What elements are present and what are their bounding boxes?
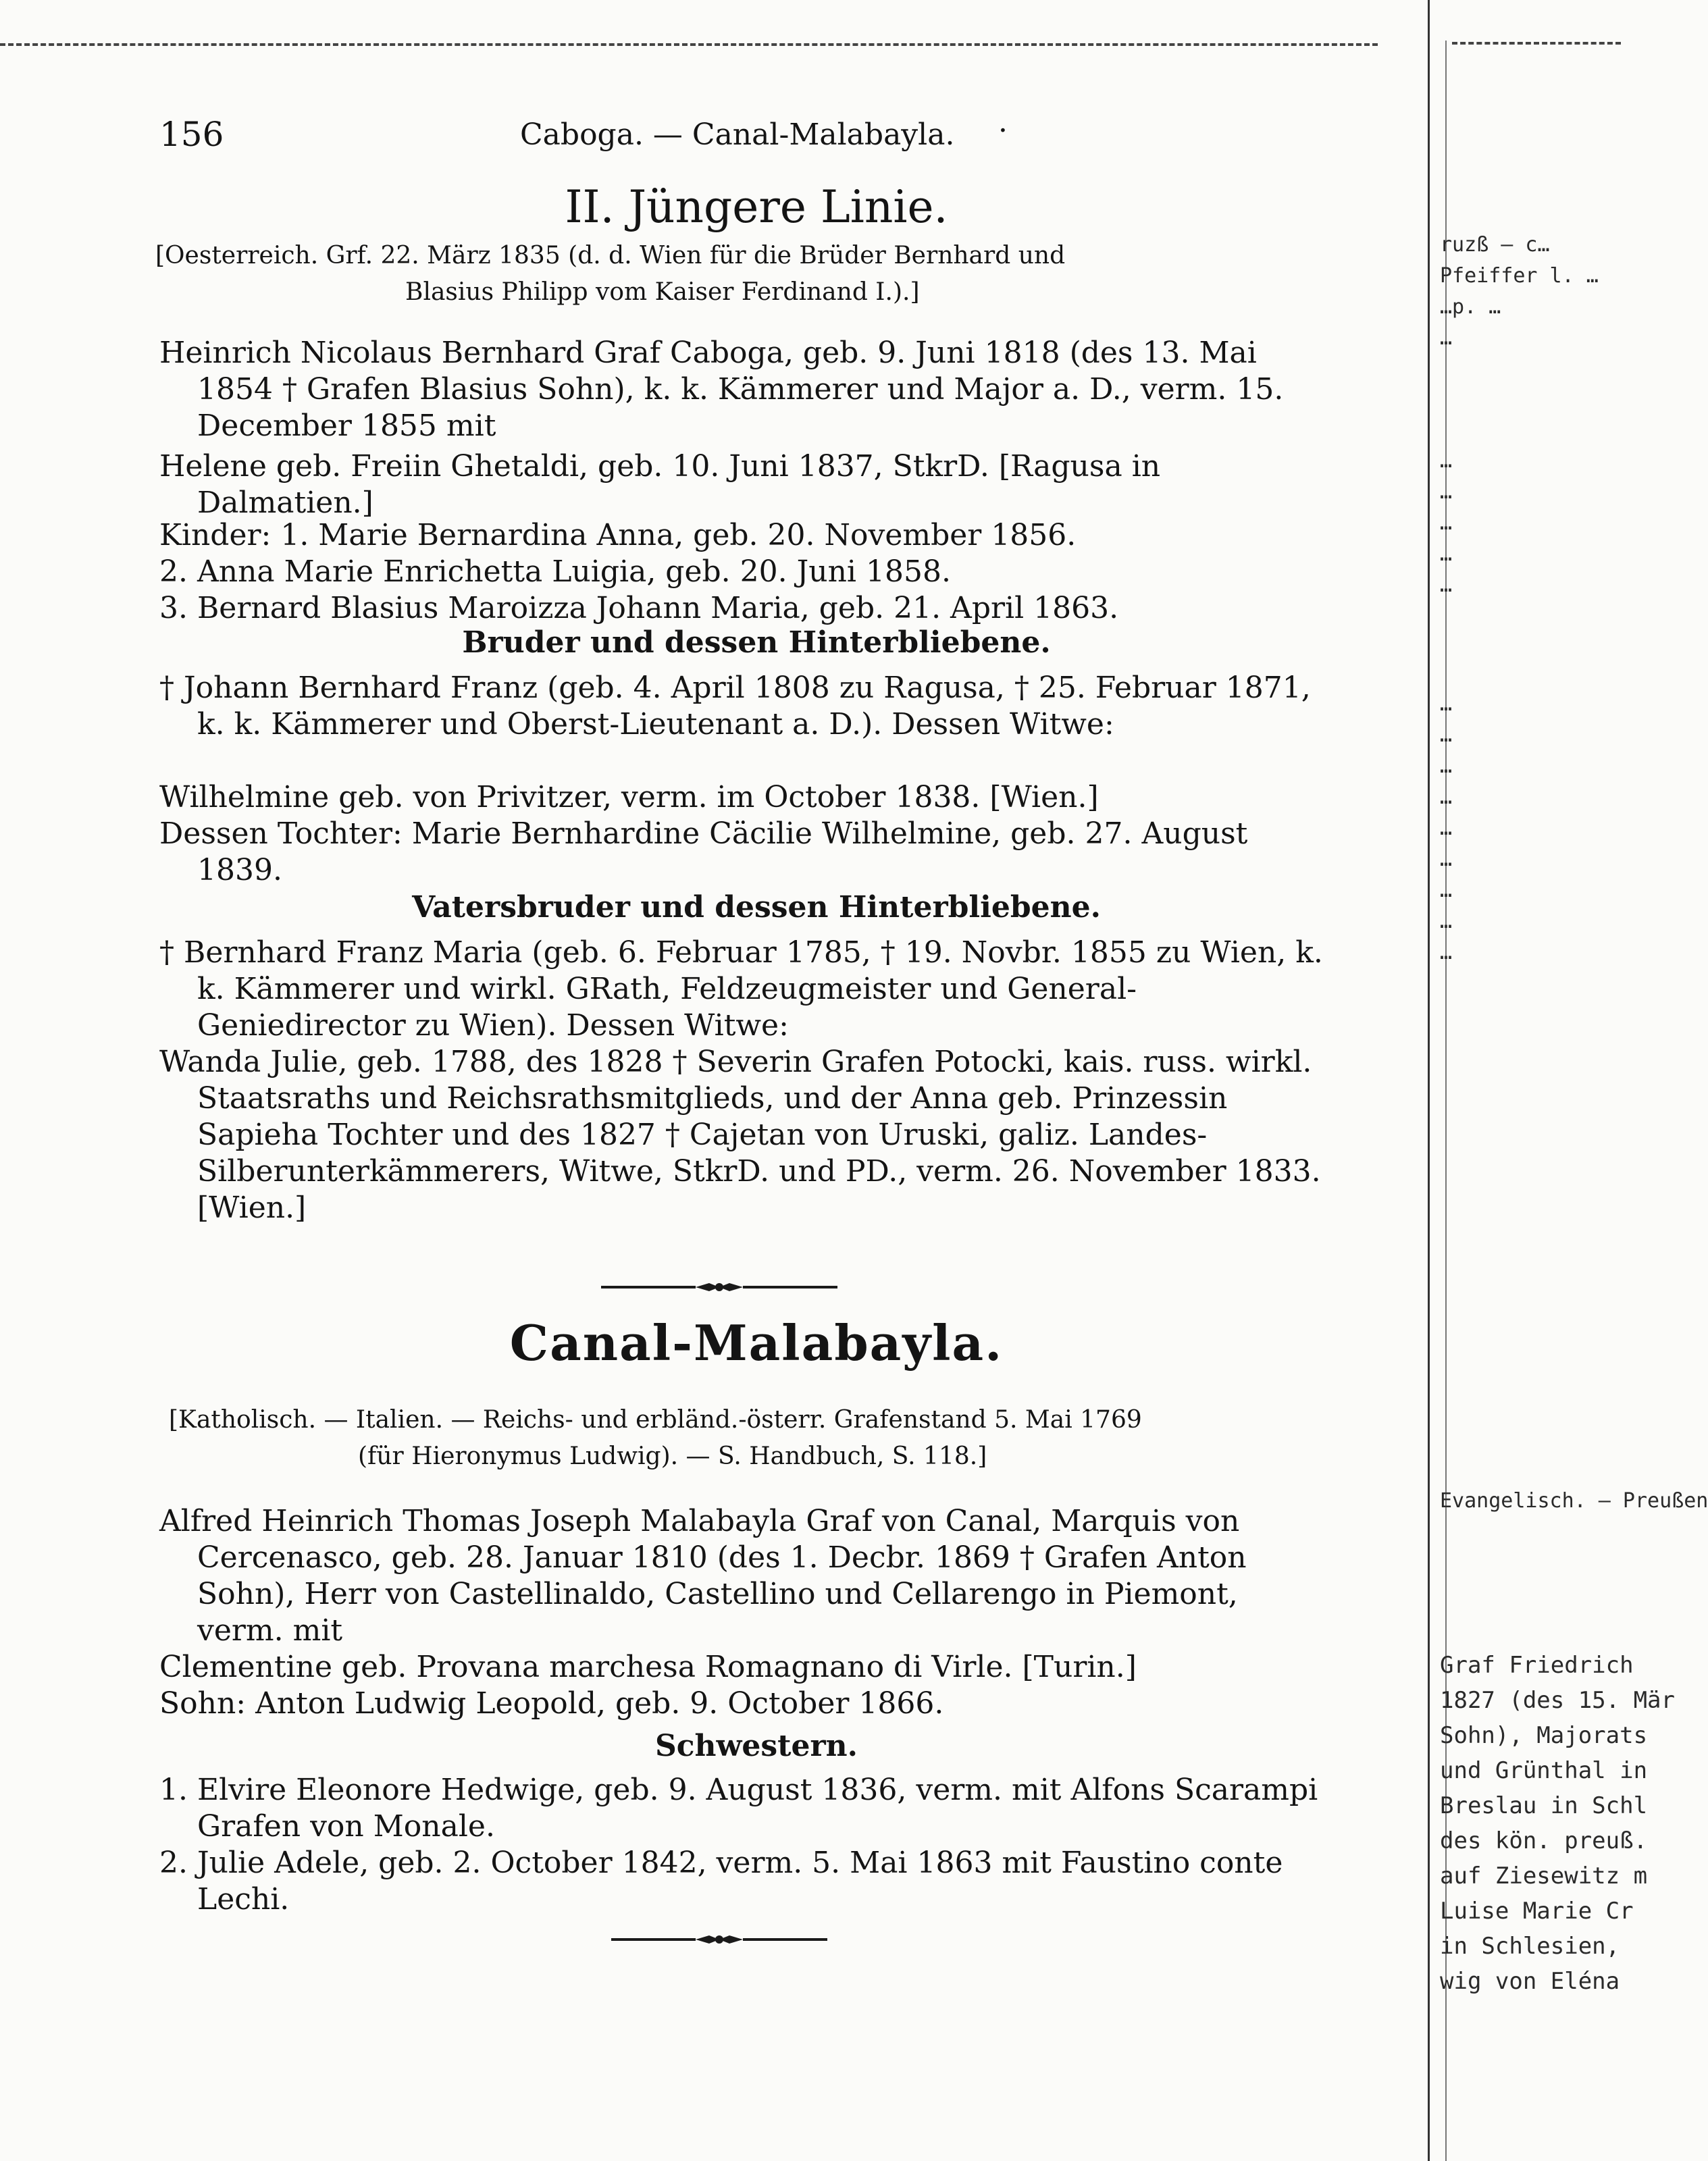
child-1: Kinder: 1. Marie Bernardina Anna, geb. 20. November 1856.	[159, 518, 1077, 552]
children-list	[159, 517, 1332, 627]
bleed-line: …	[1440, 480, 1453, 504]
sister-1: 1. Elvire Eleonore Hedwige, geb. 9. August 1836, verm. mit Alfons Scarampi Grafen von Monale.	[159, 1773, 1318, 1844]
bleed-line: …	[1440, 326, 1453, 350]
section-note	[155, 238, 1330, 311]
page-gutter-rule	[1428, 0, 1430, 2161]
bleed-line: Graf Friedrich	[1440, 1652, 1634, 1679]
bleed-line: …	[1440, 542, 1453, 566]
entry-text: Dessen Tochter: Marie Bernhardine Cäcilie Wilhelmine, geb. 27. August 1839.	[159, 816, 1248, 887]
bleed-line: …	[1440, 723, 1453, 747]
entry-text: Helene geb. Freiin Ghetaldi, geb. 10. Juni 1837, StkrD. [Ragusa in Dalmatien.]	[159, 449, 1161, 520]
bleed-line: …	[1440, 692, 1453, 716]
facing-page-fragment-upper	[1440, 230, 1621, 354]
entry-text: Wilhelmine geb. von Privitzer, verm. im October 1838. [Wien.]	[159, 780, 1099, 814]
entry-johann	[159, 670, 1332, 743]
bleed-line: …	[1440, 941, 1453, 964]
subheading-vatersbruder: Vatersbruder und dessen Hinterbliebene.	[412, 890, 1101, 925]
note-line-2: (für Hieronymus Ludwig). — S. Handbuch, S. 118.]	[358, 1442, 987, 1470]
entry-bernhard-franz	[159, 935, 1332, 1044]
section-title-juengere-linie: II. Jüngere Linie.	[565, 181, 948, 233]
bleed-line: …	[1440, 848, 1453, 871]
facing-page-fragment-lower	[1440, 689, 1621, 968]
facing-page-fragment-middle	[1440, 446, 1621, 601]
bleed-line: ruzß – c…	[1440, 233, 1550, 257]
bleed-line: …	[1440, 785, 1453, 809]
top-edge-dashes	[0, 43, 1378, 46]
bleed-line: Evangelisch. – Preußen	[1440, 1489, 1708, 1513]
bleed-line: Sohn), Majorats	[1440, 1722, 1648, 1749]
bleed-line: Breslau in Schl	[1440, 1792, 1648, 1819]
subheading-schwestern: Schwestern.	[654, 1729, 858, 1763]
entry-sohn	[159, 1686, 1332, 1722]
header-mark: ·	[998, 113, 1008, 148]
entry-text: Alfred Heinrich Thomas Joseph Malabayla Graf von Canal, Marquis von Cercenasco, geb. 28. Januar 1810 (des 1. Decbr. 1869 † Grafen Anton Sohn), Herr von Castellinaldo, Castellino und Cellarengo in Piemont, verm. mit	[159, 1504, 1247, 1648]
entry-text: † Bernhard Franz Maria (geb. 6. Februar 1785, † 19. Novbr. 1855 zu Wien, k. k. Kämmerer und wirkl. GRath, Feldzeugmeister und General-Geniedirector zu Wien). Dessen Witwe:	[159, 935, 1323, 1043]
entry-text: Wanda Julie, geb. 1788, des 1828 † Severin Grafen Potocki, kais. russ. wirkl. Staatsraths und Reichsrathsmitglieds, und der Anna geb. Prinzessin Sapieha Tochter und des 1827 † Cajetan von Uruski, galiz. Landes-Silberunterkämmerers, Witwe, StkrD. und PD., verm. 26. November 1833. [Wien.]	[159, 1045, 1321, 1225]
bleed-line: …p. …	[1440, 295, 1501, 319]
bleed-line: wig von Eléna	[1440, 1968, 1620, 1995]
bleed-line: Luise Marie Cr	[1440, 1898, 1634, 1925]
section-title-canal-malabayla: Canal-Malabayla.	[509, 1314, 1004, 1372]
entry-tochter	[159, 816, 1332, 889]
bleed-line: 1827 (des 15. Mär	[1440, 1687, 1675, 1714]
child-2: 2. Anna Marie Enrichetta Luigia, geb. 20. Juni 1858.	[159, 554, 951, 589]
note-line-2: Blasius Philipp vom Kaiser Ferdinand I.).]	[405, 278, 920, 306]
note-line-1: [Oesterreich. Grf. 22. März 1835 (d. d. Wien für die Brüder Bernhard und	[155, 242, 1066, 269]
subheading-bruder: Bruder und dessen Hinterbliebene.	[462, 625, 1051, 660]
bleed-line: auf Ziesewitz m	[1440, 1863, 1648, 1890]
section-divider-ornament	[601, 1280, 837, 1294]
bleed-line: …	[1440, 449, 1453, 473]
entry-text: Heinrich Nicolaus Bernhard Graf Caboga, geb. 9. Juni 1818 (des 13. Mai 1854 † Grafen Blasius Sohn), k. k. Kämmerer und Major a. D., verm. 15. December 1855 mit	[159, 336, 1284, 443]
top-edge-dashes-right	[1452, 42, 1621, 45]
bleed-line: …	[1440, 910, 1453, 933]
note-line-1: [Katholisch. — Italien. — Reichs- und erbländ.-österr. Grafenstand 5. Mai 1769	[169, 1406, 1142, 1434]
entry-text: † Johann Bernhard Franz (geb. 4. April 1808 zu Ragusa, † 25. Februar 1871, k. k. Kämmerer und Oberst-Lieutenant a. D.). Dessen Witwe:	[159, 671, 1311, 741]
entry-wilhelmine	[159, 779, 1332, 816]
bleed-line: …	[1440, 879, 1453, 902]
bleed-line: in Schlesien,	[1440, 1933, 1620, 1960]
entry-wanda	[159, 1044, 1332, 1226]
bleed-line: …	[1440, 754, 1453, 778]
page-number: 156	[159, 115, 224, 154]
sisters-list	[159, 1772, 1332, 1918]
entry-heinrich	[159, 335, 1332, 444]
entry-helene	[159, 448, 1332, 521]
bleed-line: und Grünthal in	[1440, 1757, 1648, 1784]
running-title: Caboga. — Canal-Malabayla.	[520, 118, 955, 152]
facing-page-fragment-midline	[1440, 1486, 1708, 1517]
sister-2: 2. Julie Adele, geb. 2. October 1842, verm. 5. Mai 1863 mit Faustino conte Lechi.	[159, 1846, 1283, 1917]
section-note	[169, 1402, 1330, 1475]
entry-clementine	[159, 1649, 1332, 1686]
entry-text: Clementine geb. Provana marchesa Romagnano di Virle. [Turin.]	[159, 1650, 1137, 1684]
facing-page-fragment-bottom	[1440, 1648, 1675, 1999]
bleed-line: …	[1440, 816, 1453, 840]
entry-alfred	[159, 1503, 1332, 1649]
child-3: 3. Bernard Blasius Maroizza Johann Maria, geb. 21. April 1863.	[159, 591, 1119, 625]
entry-text: Sohn: Anton Ludwig Leopold, geb. 9. October 1866.	[159, 1686, 944, 1721]
bleed-line: des kön. preuß.	[1440, 1827, 1648, 1854]
end-divider-ornament	[611, 1933, 827, 1946]
bleed-line: …	[1440, 511, 1453, 535]
bleed-line: Pfeiffer l. …	[1440, 264, 1599, 288]
bleed-line: …	[1440, 573, 1453, 597]
